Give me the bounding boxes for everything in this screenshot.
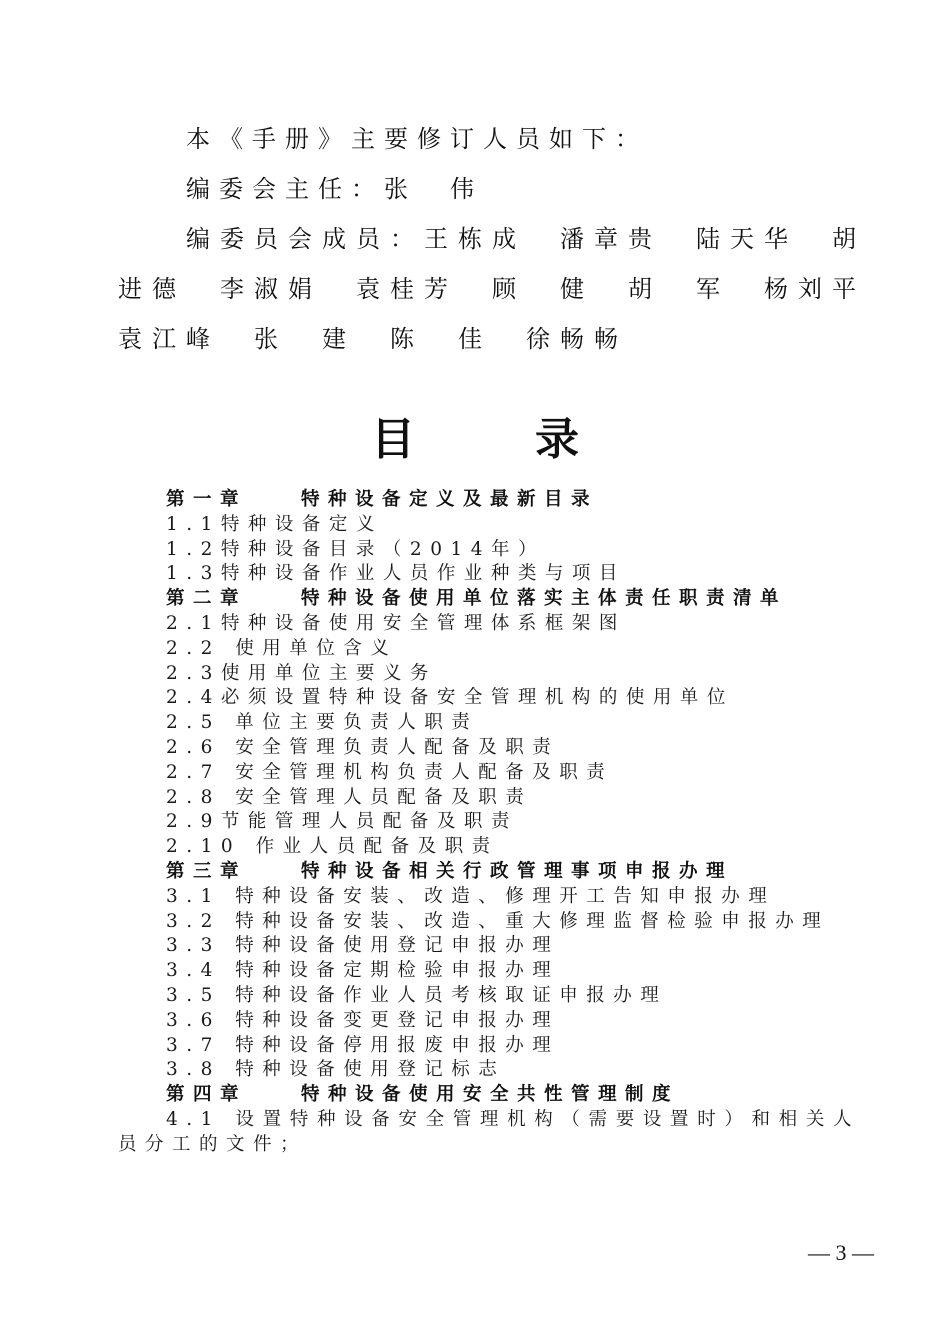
toc-section-2-5[interactable]: 2.5 单位主要负责人职责 (166, 712, 479, 734)
toc-section-2-1[interactable]: 2.1特种设备使用安全管理体系框架图 (166, 612, 626, 634)
toc-section-1-1[interactable]: 1.1特种设备定义 (166, 513, 383, 535)
toc-section-3-6[interactable]: 3.6 特种设备变更登记申报办理 (166, 1009, 560, 1031)
revision-members-line-1: 编委员会成员：王栋成 潘章贵 陆天华 胡 (186, 225, 866, 253)
toc-section-3-1[interactable]: 3.1 特种设备安装、改造、修理开工告知申报办理 (166, 885, 776, 907)
toc-section-2-4[interactable]: 2.4必须设置特种设备安全管理机构的使用单位 (166, 687, 734, 709)
toc-chapter-2[interactable]: 第二章 特种设备使用单位落实主体责任职责清单 (166, 588, 788, 610)
toc-section-3-7[interactable]: 3.7 特种设备停用报废申报办理 (166, 1034, 560, 1056)
toc-chapter-1[interactable]: 第一章 特种设备定义及最新目录 (166, 489, 599, 510)
toc-section-3-2[interactable]: 3.2 特种设备安装、改造、重大修理监督检验申报办理 (166, 910, 830, 932)
toc-section-1-3[interactable]: 1.3特种设备作业人员作业种类与项目 (166, 563, 626, 585)
toc-section-3-4[interactable]: 3.4 特种设备定期检验申报办理 (166, 960, 560, 982)
toc-section-3-8[interactable]: 3.8 特种设备使用登记标志 (166, 1059, 506, 1081)
toc-section-3-3[interactable]: 3.3 特种设备使用登记申报办理 (166, 935, 560, 957)
toc-section-2-2[interactable]: 2.2 使用单位含义 (166, 637, 398, 659)
toc-section-2-3[interactable]: 2.3使用单位主要义务 (166, 662, 437, 684)
toc-section-2-6[interactable]: 2.6 安全管理负责人配备及职责 (166, 736, 560, 758)
table-of-contents (118, 488, 860, 1158)
toc-section-4-1[interactable]: 4.1 设置特种设备安全管理机构（需要设置时）和相关人员分工的文件； (118, 1108, 860, 1155)
toc-section-2-9[interactable]: 2.9节能管理人员配备及职责 (166, 811, 518, 833)
revision-director: 编委会主任：张 伟 (186, 175, 483, 203)
toc-chapter-4[interactable]: 第四章 特种设备使用安全共性管理制度 (166, 1084, 680, 1106)
page-number: — 3 — (808, 1240, 874, 1265)
toc-section-2-8[interactable]: 2.8 安全管理人员配备及职责 (166, 786, 533, 808)
toc-section-1-2[interactable]: 1.2特种设备目录（2014年） (166, 538, 546, 560)
toc-chapter-3[interactable]: 第三章 特种设备相关行政管理事项申报办理 (166, 860, 734, 882)
toc-section-2-7[interactable]: 2.7 安全管理机构负责人配备及职责 (166, 761, 614, 783)
revision-members-line-2: 进德 李淑娟 袁桂芳 顾 健 胡 军 杨刘平 (118, 275, 866, 303)
toc-title: 目录 (371, 414, 699, 465)
revision-members-line-3: 袁江峰 张 建 陈 佳 徐畅畅 (118, 325, 628, 353)
toc-section-2-10[interactable]: 2.10 作业人员配备及职责 (166, 836, 499, 858)
toc-section-3-5[interactable]: 3.5 特种设备作业人员考核取证申报办理 (166, 984, 668, 1006)
revision-intro: 本《手册》主要修订人员如下： (186, 125, 648, 153)
